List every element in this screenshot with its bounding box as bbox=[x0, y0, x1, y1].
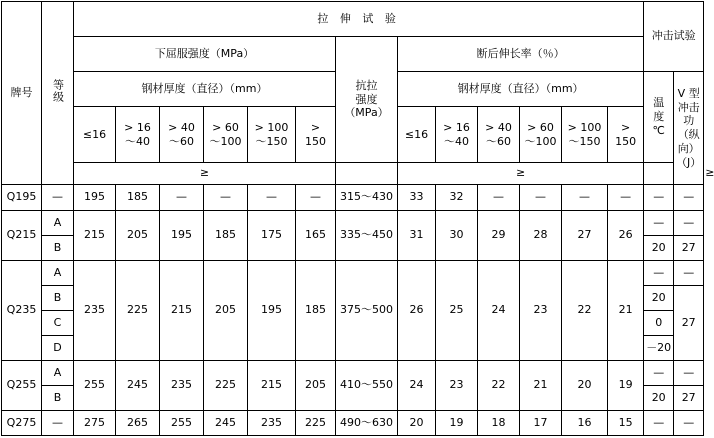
cell-elong-4: 17 bbox=[520, 411, 562, 436]
cell-tensile: 315～430 bbox=[336, 185, 398, 211]
header-row-1 bbox=[2, 2, 704, 37]
cell-energy: — bbox=[674, 261, 704, 286]
cell-energy: 27 bbox=[674, 386, 704, 411]
steel-properties-table bbox=[1, 1, 714, 436]
yield-col-4 bbox=[204, 107, 248, 163]
cell-temp: 20 bbox=[644, 236, 674, 261]
header-class bbox=[42, 2, 74, 185]
yield-col-3 bbox=[160, 107, 204, 163]
cell-temp: 20 bbox=[644, 286, 674, 311]
cell-yield-6: 225 bbox=[296, 411, 336, 436]
cell-yield-3: 235 bbox=[160, 361, 204, 411]
elong-col-3-line1: > 40 bbox=[485, 120, 512, 134]
row-class: A bbox=[42, 361, 74, 386]
cell-yield-4: — bbox=[204, 185, 248, 211]
elong-col-6-line1: > bbox=[620, 120, 631, 134]
cell-yield-2: 205 bbox=[116, 211, 160, 261]
temperature-line-3: ℃ bbox=[652, 123, 665, 137]
header-grade: 牌号 bbox=[2, 2, 42, 185]
cell-temp: 20 bbox=[644, 386, 674, 411]
vnotch-line-2: 冲击 bbox=[677, 100, 700, 114]
elong-col-5-line1: > 100 bbox=[567, 120, 602, 134]
cell-temp: －20 bbox=[644, 336, 674, 361]
yield-col-1-line1: ≤16 bbox=[82, 127, 107, 141]
row-grade: Q255 bbox=[2, 361, 42, 411]
header-tensile-test: 拉 伸 试 验 bbox=[74, 2, 644, 37]
cell-yield-4: 225 bbox=[204, 361, 248, 411]
cell-temp: — bbox=[644, 411, 674, 436]
table-row bbox=[2, 411, 704, 436]
header-class-text: 等级 bbox=[51, 79, 65, 104]
elong-col-3-line2: ～60 bbox=[486, 134, 511, 148]
elong-col-6 bbox=[608, 107, 644, 163]
cell-elong-3: 24 bbox=[478, 261, 520, 361]
row-class: — bbox=[42, 185, 74, 211]
yield-col-6-line1: > bbox=[310, 120, 321, 134]
cell-elong-3: 29 bbox=[478, 211, 520, 261]
cell-tensile: 335～450 bbox=[336, 211, 398, 261]
elong-col-2-line1: > 16 bbox=[443, 120, 470, 134]
elong-col-2-line2: ～40 bbox=[444, 134, 469, 148]
cell-yield-3: — bbox=[160, 185, 204, 211]
elong-col-4-line1: > 60 bbox=[527, 120, 554, 134]
header-thickness-yield: 钢材厚度（直径）（mm） bbox=[74, 72, 336, 107]
row-grade: Q275 bbox=[2, 411, 42, 436]
elong-col-1 bbox=[398, 107, 436, 163]
cell-yield-3: 215 bbox=[160, 261, 204, 361]
temperature-line-2: 度 bbox=[653, 110, 665, 124]
cell-elong-3: 22 bbox=[478, 361, 520, 411]
cell-temp: 0 bbox=[644, 311, 674, 336]
cell-elong-5: — bbox=[562, 185, 608, 211]
cell-tensile: 410～550 bbox=[336, 361, 398, 411]
cell-yield-5: — bbox=[248, 185, 296, 211]
header-elongation: 断后伸长率（％） bbox=[398, 37, 644, 72]
cell-yield-4: 185 bbox=[204, 211, 248, 261]
cell-elong-6: 19 bbox=[608, 361, 644, 411]
cell-elong-5: 20 bbox=[562, 361, 608, 411]
cell-elong-1: 33 bbox=[398, 185, 436, 211]
row-class: A bbox=[42, 261, 74, 286]
yield-col-2-line1: > 16 bbox=[124, 120, 151, 134]
header-row-2 bbox=[2, 37, 704, 72]
cell-tensile: 490～630 bbox=[336, 411, 398, 436]
cell-elong-2: 30 bbox=[436, 211, 478, 261]
vnotch-line-3: 功（纵 bbox=[677, 114, 700, 141]
cell-energy: 27 bbox=[674, 286, 704, 361]
temperature-line-1: 温 bbox=[653, 96, 665, 110]
cell-yield-1: 215 bbox=[74, 211, 116, 261]
elong-col-4-line2: ～100 bbox=[524, 134, 557, 148]
tensile-strength-line-2: 强度 bbox=[355, 92, 378, 106]
yield-col-4-line2: ～100 bbox=[209, 134, 242, 148]
cell-yield-6: — bbox=[296, 185, 336, 211]
cell-elong-6: 26 bbox=[608, 211, 644, 261]
yield-col-5 bbox=[248, 107, 296, 163]
cell-yield-1: 235 bbox=[74, 261, 116, 361]
yield-col-6-line2: 150 bbox=[305, 134, 326, 148]
vnotch-line-4: 向） bbox=[677, 141, 700, 155]
elong-col-5 bbox=[562, 107, 608, 163]
cell-yield-6: 165 bbox=[296, 211, 336, 261]
yield-col-3-line2: ～60 bbox=[169, 134, 194, 148]
cell-elong-1: 26 bbox=[398, 261, 436, 361]
cell-energy: — bbox=[674, 361, 704, 386]
cell-elong-3: — bbox=[478, 185, 520, 211]
header-lower-yield: 下屈服强度（MPa） bbox=[74, 37, 336, 72]
row-class: D bbox=[42, 336, 74, 361]
cell-yield-3: 195 bbox=[160, 211, 204, 261]
tensile-strength-line-1: 抗拉 bbox=[355, 78, 378, 92]
cell-yield-6: 185 bbox=[296, 261, 336, 361]
table-sheet bbox=[0, 1, 714, 438]
cell-elong-2: 19 bbox=[436, 411, 478, 436]
cell-temp: — bbox=[644, 185, 674, 211]
elong-col-2 bbox=[436, 107, 478, 163]
cell-energy: — bbox=[674, 211, 704, 236]
table-row bbox=[2, 361, 704, 386]
cell-temp: — bbox=[644, 211, 674, 236]
cell-yield-4: 205 bbox=[204, 261, 248, 361]
cell-elong-4: 23 bbox=[520, 261, 562, 361]
cell-elong-1: 20 bbox=[398, 411, 436, 436]
cell-elong-1: 24 bbox=[398, 361, 436, 411]
cell-elong-2: 23 bbox=[436, 361, 478, 411]
cell-elong-6: 21 bbox=[608, 261, 644, 361]
cell-yield-5: 215 bbox=[248, 361, 296, 411]
yield-col-5-line1: > 100 bbox=[254, 120, 289, 134]
header-row-5-ge: ≥ ≥ ≥ bbox=[2, 163, 704, 185]
cell-yield-2: 185 bbox=[116, 185, 160, 211]
yield-col-5-line2: ～150 bbox=[255, 134, 288, 148]
vnotch-line-1: V 型 bbox=[677, 86, 700, 100]
elong-col-5-line2: ～150 bbox=[568, 134, 601, 148]
vnotch-line-5: （J） bbox=[676, 155, 702, 169]
yield-col-2 bbox=[116, 107, 160, 163]
cell-elong-1: 31 bbox=[398, 211, 436, 261]
cell-yield-2: 245 bbox=[116, 361, 160, 411]
elong-col-4 bbox=[520, 107, 562, 163]
row-class: B bbox=[42, 386, 74, 411]
cell-yield-3: 255 bbox=[160, 411, 204, 436]
cell-yield-6: 205 bbox=[296, 361, 336, 411]
row-class: B bbox=[42, 286, 74, 311]
cell-elong-4: 28 bbox=[520, 211, 562, 261]
elong-col-1-line1: ≤16 bbox=[404, 127, 429, 141]
cell-yield-1: 275 bbox=[74, 411, 116, 436]
row-grade: Q195 bbox=[2, 185, 42, 211]
cell-elong-4: — bbox=[520, 185, 562, 211]
yield-col-3-line1: > 40 bbox=[168, 120, 195, 134]
ge-temp-blank bbox=[644, 163, 674, 185]
cell-elong-3: 18 bbox=[478, 411, 520, 436]
cell-tensile: 375～500 bbox=[336, 261, 398, 361]
cell-elong-2: 25 bbox=[436, 261, 478, 361]
table-row bbox=[2, 185, 704, 211]
ge-yield: ≥ bbox=[74, 163, 336, 185]
elong-col-3 bbox=[478, 107, 520, 163]
cell-elong-5: 16 bbox=[562, 411, 608, 436]
yield-col-2-line2: ～40 bbox=[125, 134, 150, 148]
row-grade: Q235 bbox=[2, 261, 42, 361]
cell-energy: 27 bbox=[674, 236, 704, 261]
cell-yield-1: 195 bbox=[74, 185, 116, 211]
ge-elong: ≥ bbox=[398, 163, 644, 185]
cell-yield-5: 175 bbox=[248, 211, 296, 261]
cell-temp: — bbox=[644, 261, 674, 286]
cell-energy: — bbox=[674, 185, 704, 211]
row-class: — bbox=[42, 411, 74, 436]
cell-yield-5: 195 bbox=[248, 261, 296, 361]
cell-elong-5: 22 bbox=[562, 261, 608, 361]
row-class: B bbox=[42, 236, 74, 261]
cell-temp: — bbox=[644, 361, 674, 386]
yield-col-1 bbox=[74, 107, 116, 163]
cell-yield-4: 245 bbox=[204, 411, 248, 436]
cell-yield-2: 225 bbox=[116, 261, 160, 361]
header-tensile-strength bbox=[336, 37, 398, 163]
row-class: A bbox=[42, 211, 74, 236]
yield-col-4-line1: > 60 bbox=[212, 120, 239, 134]
header-impact-test: 冲击试验 bbox=[644, 2, 704, 72]
header-thickness-elong: 钢材厚度（直径）（mm） bbox=[398, 72, 644, 107]
yield-col-6 bbox=[296, 107, 336, 163]
table-row bbox=[2, 261, 704, 286]
elong-col-6-line2: 150 bbox=[615, 134, 637, 148]
tensile-strength-line-3: （MPa） bbox=[344, 106, 389, 120]
cell-energy: — bbox=[674, 411, 704, 436]
ge-tensile-blank bbox=[336, 163, 398, 185]
cell-elong-5: 27 bbox=[562, 211, 608, 261]
row-grade: Q215 bbox=[2, 211, 42, 261]
cell-yield-1: 255 bbox=[74, 361, 116, 411]
table-row bbox=[2, 211, 704, 236]
cell-elong-4: 21 bbox=[520, 361, 562, 411]
row-class: C bbox=[42, 311, 74, 336]
cell-elong-6: — bbox=[608, 185, 644, 211]
cell-elong-2: 32 bbox=[436, 185, 478, 211]
header-vnotch-energy bbox=[674, 72, 704, 185]
cell-elong-6: 15 bbox=[608, 411, 644, 436]
cell-yield-5: 235 bbox=[248, 411, 296, 436]
header-temperature bbox=[644, 72, 674, 163]
cell-yield-2: 265 bbox=[116, 411, 160, 436]
